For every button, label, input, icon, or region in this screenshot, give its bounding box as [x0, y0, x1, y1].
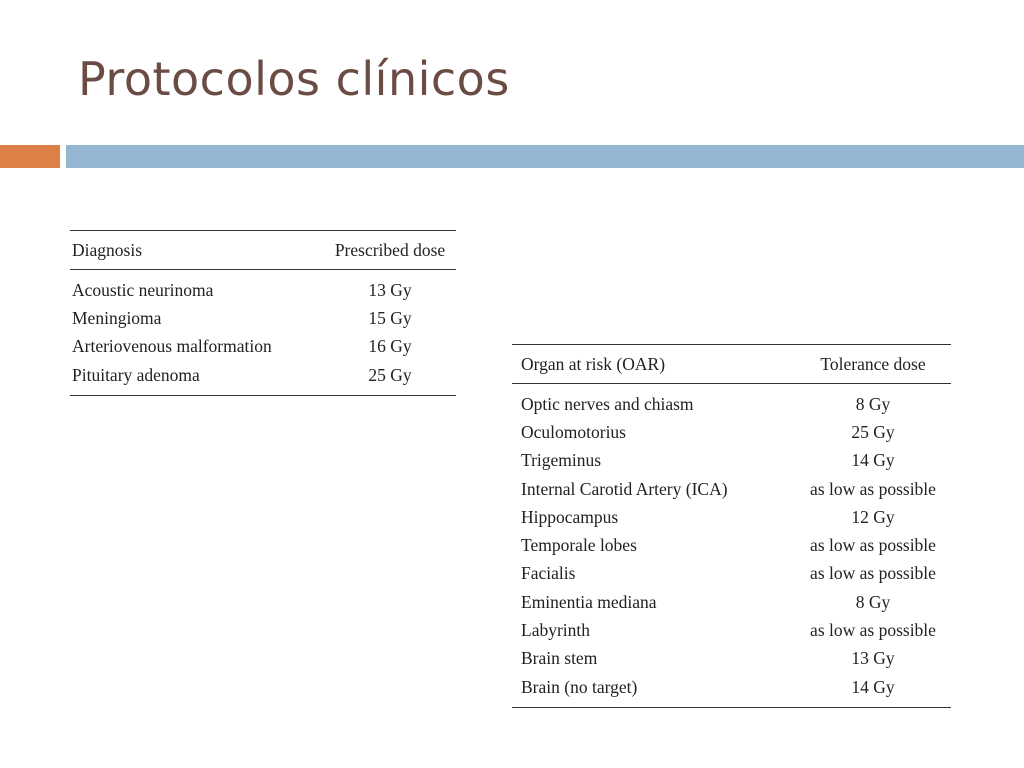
table-row: [512, 588, 951, 616]
table-row: [512, 503, 951, 531]
organ-cell: Brain (no target): [521, 676, 638, 697]
table-row: [512, 616, 951, 644]
tolerance-cell: as low as possible: [810, 620, 936, 641]
tolerance-cell: 8 Gy: [855, 591, 891, 612]
column-header-diagnosis: Diagnosis: [72, 239, 142, 260]
table-row: [70, 304, 456, 332]
column-header-organ-at-risk: Organ at risk (OAR): [521, 353, 666, 374]
tolerance-cell: as low as possible: [810, 563, 936, 584]
organ-cell: Hippocampus: [521, 506, 619, 527]
table-header-row: [512, 345, 951, 384]
organ-cell: Facialis: [521, 563, 576, 584]
dose-cell: 13 Gy: [368, 279, 412, 300]
tolerance-cell: 8 Gy: [855, 393, 891, 414]
dose-cell: 16 Gy: [368, 336, 412, 357]
table-row: [512, 384, 951, 419]
diagnosis-cell: Meningioma: [72, 307, 162, 328]
organ-cell: Temporale lobes: [521, 535, 637, 556]
tolerance-cell: 13 Gy: [851, 648, 895, 669]
table-row: [512, 560, 951, 588]
table-row: [512, 645, 951, 673]
diagnosis-cell: Pituitary adenoma: [72, 364, 200, 385]
tolerance-cell: 25 Gy: [851, 421, 895, 442]
organ-cell: Optic nerves and chiasm: [521, 393, 694, 414]
column-header-tolerance-dose: Tolerance dose: [820, 353, 926, 374]
table-row: [70, 333, 456, 361]
table-row: [512, 673, 951, 708]
table-row: [512, 418, 951, 446]
prescription-table: [70, 230, 456, 396]
table-header-row: [70, 231, 456, 270]
organ-cell: Oculomotorius: [521, 421, 626, 442]
diagnosis-cell: Acoustic neurinoma: [72, 279, 214, 300]
table-row: [70, 270, 456, 305]
organ-at-risk-table: [512, 344, 951, 708]
table-row: [512, 475, 951, 503]
dose-cell: 15 Gy: [368, 307, 412, 328]
tolerance-cell: as low as possible: [810, 535, 936, 556]
organ-cell: Internal Carotid Artery (ICA): [521, 478, 728, 499]
slide-title: Protocolos clínicos: [78, 52, 510, 106]
tolerance-cell: 12 Gy: [851, 506, 895, 527]
tolerance-cell: 14 Gy: [851, 450, 895, 471]
column-header-prescribed-dose: Prescribed dose: [334, 239, 446, 260]
dose-cell: 25 Gy: [368, 364, 412, 385]
organ-cell: Labyrinth: [521, 620, 591, 641]
diagnosis-cell: Arteriovenous malformation: [72, 336, 272, 357]
table-row: [70, 361, 456, 396]
tolerance-cell: as low as possible: [810, 478, 936, 499]
organ-cell: Brain stem: [521, 648, 598, 669]
organ-cell: Eminentia mediana: [521, 591, 657, 612]
tolerance-cell: 14 Gy: [851, 676, 895, 697]
accent-bar-orange: [0, 145, 60, 168]
accent-bar-blue: [66, 145, 1024, 168]
organ-cell: Trigeminus: [521, 450, 602, 471]
table-row: [512, 531, 951, 559]
table-row: [512, 447, 951, 475]
